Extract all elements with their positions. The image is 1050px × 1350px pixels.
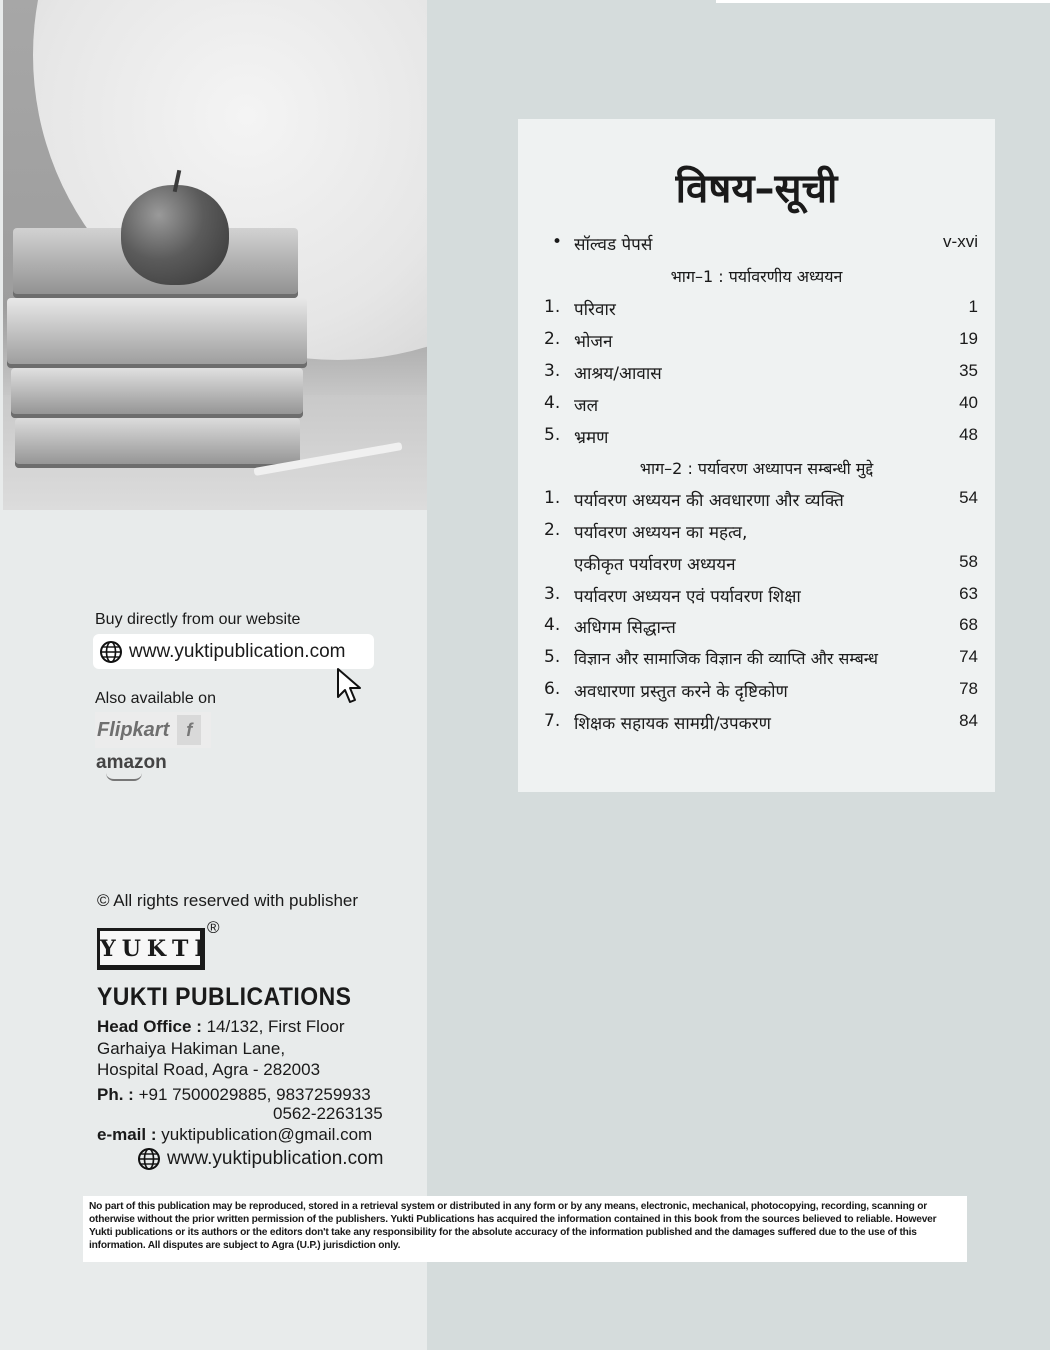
amazon-logo[interactable]: amazon — [96, 752, 167, 773]
email-address[interactable]: yuktipublication@gmail.com — [156, 1125, 373, 1144]
toc-entry-page: 78 — [959, 679, 978, 698]
toc-entry-page: 58 — [959, 552, 978, 571]
toc-entry-number: 7. — [544, 711, 561, 731]
toc-entry-number: 3. — [544, 361, 561, 381]
toc-entry-number: 6. — [544, 679, 561, 699]
toc-entry-page: 74 — [959, 647, 978, 666]
toc-entry-page: 48 — [959, 425, 978, 444]
email-label: e-mail : — [97, 1125, 157, 1144]
toc-entry-label: अवधारणा प्रस्तुत करने के दृष्टिकोण — [574, 682, 788, 702]
bullet: • — [552, 232, 563, 252]
globe-icon — [99, 640, 123, 664]
address-line-3: Hospital Road, Agra - 282003 — [97, 1060, 321, 1079]
copyright-disclaimer: No part of this publication may be reproduced, stored in a retrieval system or distributed in any form or by any means, electronic, mechanical, photocopying, recording, scanning or otherwise without the prior written permission of the publishers. Yukti Publications has acquired the information contained in this book from the sources believed to reliable. However Yukti publications or its authors or the editors don't take any responsibility for the absolute accuracy of the information published and the damages suffered due to the use of this information. All disputes are subject to Agra (U.P.) jurisdiction only. — [83, 1196, 967, 1262]
toc-entry-page: v-xvi — [943, 232, 978, 251]
phone-label: Ph. : — [97, 1085, 134, 1104]
website-link[interactable] — [93, 634, 374, 669]
website-link-text: www.yuktipublication.com — [129, 640, 346, 662]
head-office-address: 14/132, First Floor — [201, 1017, 345, 1036]
toc-entry-number: 2. — [544, 329, 561, 349]
toc-entry-number: 4. — [544, 615, 561, 635]
toc-entry-number: 3. — [544, 584, 561, 604]
table-of-contents — [518, 119, 995, 792]
toc-entry-number: 4. — [544, 393, 561, 413]
toc-entry-label: परिवार — [574, 300, 616, 320]
toc-entry-page: 1 — [968, 297, 978, 316]
toc-entry-number: 5. — [544, 425, 561, 445]
toc-entry-label: आश्रय/आवास — [574, 364, 662, 384]
buy-label: Buy directly from our website — [95, 611, 301, 628]
toc-entry-label: भ्रमण — [574, 428, 609, 448]
toc-entry-page: 84 — [959, 711, 978, 730]
yukti-logo: YUKTI — [97, 928, 205, 970]
toc-entry-page: 54 — [959, 488, 978, 507]
toc-entry-label: जल — [574, 396, 599, 416]
toc-entry-label: अधिगम सिद्धान्त — [574, 618, 676, 638]
toc-entry-label: पर्यावरण अध्ययन का महत्व, — [574, 523, 748, 543]
toc-entry-label: भोजन — [574, 332, 613, 352]
toc-entry-label: पर्यावरण अध्ययन की अवधारणा और व्यक्ति — [574, 491, 844, 511]
registered-mark: ® — [207, 918, 220, 937]
rights-notice: © All rights reserved with publisher — [97, 891, 359, 910]
toc-entry-number: 2. — [544, 520, 561, 540]
top-strip — [716, 0, 1050, 3]
email-line — [97, 1124, 372, 1145]
also-available-label: Also available on — [95, 690, 216, 707]
phone-line — [97, 1084, 371, 1105]
toc-entry-page: 68 — [959, 615, 978, 634]
phone-numbers: +91 7500029885, 9837259933 — [133, 1085, 371, 1104]
photo-book — [11, 368, 303, 418]
toc-entry-label: विज्ञान और सामाजिक विज्ञान की व्याप्ति और सम्बन्ध — [574, 649, 878, 668]
toc-entry-label: पर्यावरण अध्ययन एवं पर्यावरण शिक्षा — [574, 587, 801, 607]
toc-entry-page: 40 — [959, 393, 978, 412]
photo-book — [7, 298, 307, 368]
globe-icon — [137, 1147, 161, 1171]
toc-entry-page: 35 — [959, 361, 978, 380]
flipkart-text: Flipkart — [97, 718, 170, 741]
toc-entry-number: 1. — [544, 297, 561, 317]
part1-heading: भाग–1 : पर्यावरणीय अध्ययन — [670, 267, 843, 286]
photo-apple — [121, 185, 229, 285]
cursor-icon — [335, 667, 367, 707]
toc-entry-number: 1. — [544, 488, 561, 508]
footer-website-link[interactable] — [137, 1147, 383, 1171]
toc-entry-label: एकीकृत पर्यावरण अध्ययन — [574, 555, 736, 575]
toc-entry-number: 5. — [544, 647, 561, 667]
flipkart-bag-icon: f — [177, 715, 201, 745]
publisher-name: YUKTI PUBLICATIONS — [97, 983, 352, 1011]
amazon-smile-icon — [106, 773, 142, 781]
photo-book — [15, 418, 300, 468]
toc-entry-page: 63 — [959, 584, 978, 603]
head-office-line — [97, 1016, 345, 1037]
cover-photo — [3, 0, 427, 510]
toc-entry-label: सॉल्वड पेपर्स — [574, 235, 653, 255]
address-line-2: Garhaiya Hakiman Lane, — [97, 1039, 286, 1058]
phone-landline: 0562-2263135 — [273, 1104, 383, 1123]
toc-entry-page: 19 — [959, 329, 978, 348]
part2-heading: भाग–2 : पर्यावरण अध्यापन सम्बन्धी मुद्दे — [639, 459, 874, 478]
toc-title: विषय–सूची — [675, 166, 838, 212]
head-office-label: Head Office : — [97, 1017, 202, 1036]
toc-entry-label: शिक्षक सहायक सामग्री/उपकरण — [574, 714, 771, 734]
footer-website-text: www.yuktipublication.com — [167, 1148, 384, 1169]
flipkart-logo[interactable] — [95, 712, 211, 748]
